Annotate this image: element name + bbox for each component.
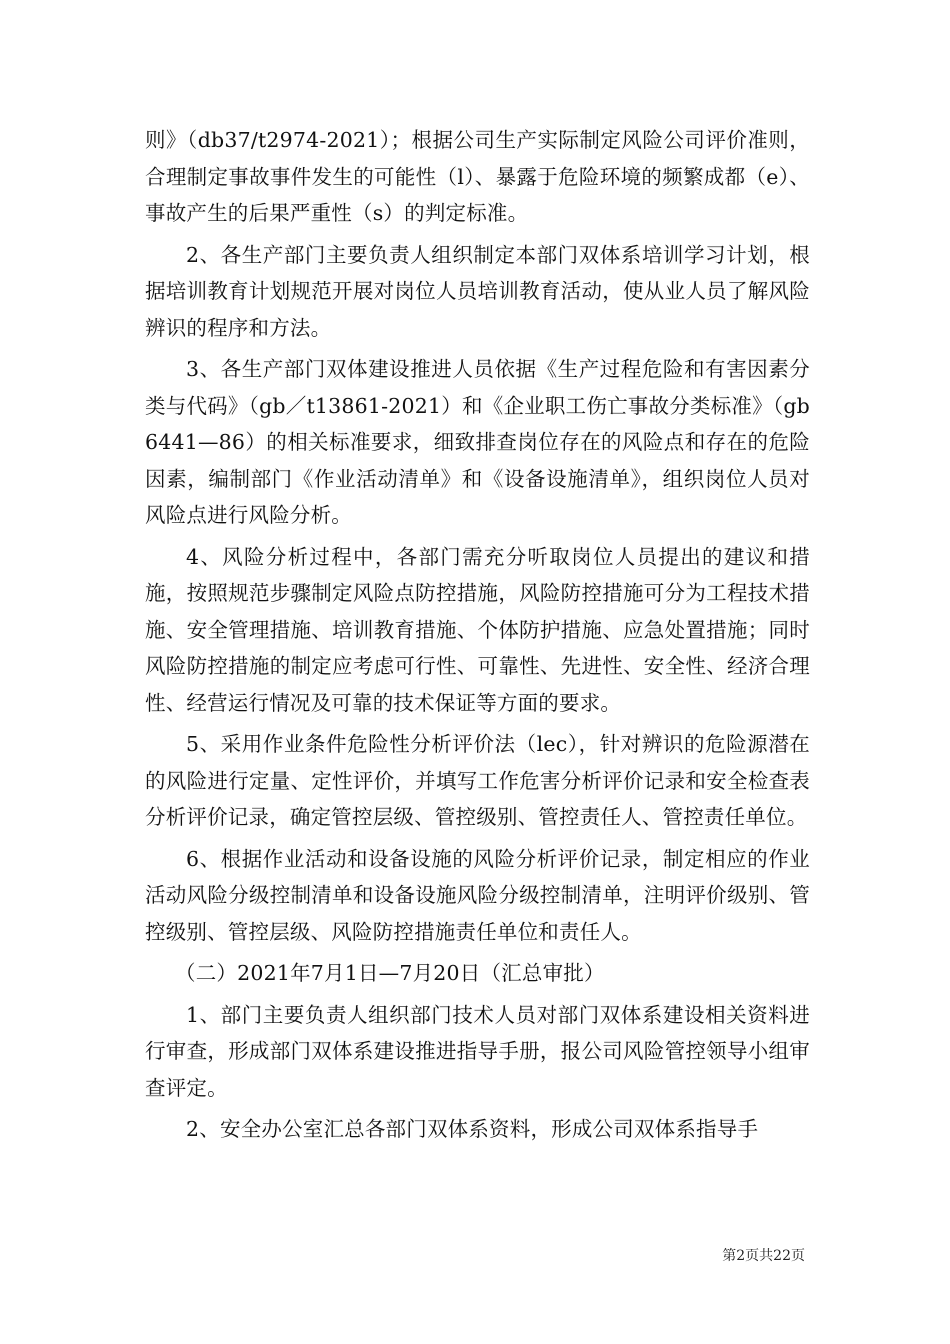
paragraph-sub-item-1: 1、部门主要负责人组织部门技术人员对部门双体系建设相关资料进行审查，形成部门双体系建设推进指导手册，报公司风险管控领导小组审查评定。	[145, 1002, 810, 1100]
paragraph-item-5: 5、采用作业条件危险性分析评价法（lec），针对辨识的危险源潜在的风险进行定量、定性评价，并填写工作危害分析评价记录和安全检查表分析评价记录，确定管控层级、管控级别、管控责任人、管控责任单位。	[145, 732, 810, 829]
document-body	[145, 122, 810, 1148]
paragraph-item-2: 2、各生产部门主要负责人组织制定本部门双体系培训学习计划，根据培训教育计划规范开展对岗位人员培训教育活动，使从业人员了解风险辨识的程序和方法。	[145, 242, 810, 340]
paragraph-continuation: 则》（db37/t2974-2021）；根据公司生产实际制定风险公司评价准则，合理制定事故事件发生的可能性（l）、暴露于危险环境的频繁成都（e）、事故产生的后果严重性（s）的判定标准。	[145, 128, 810, 225]
paragraph-sub-item-2: 2、安全办公室汇总各部门双体系资料，形成公司双体系指导手	[186, 1117, 759, 1141]
section-heading-2: （二）2021年7月1日—7月20日（汇总审批）	[175, 961, 605, 985]
page-number: 第2页共22页	[722, 1248, 805, 1264]
paragraph-item-3: 3、各生产部门双体建设推进人员依据《生产过程危险和有害因素分类与代码》（gb／t13861-2021）和《企业职工伤亡事故分类标准》（gb6441—86）的相关标准要求，细致排查岗位存在的风险点和存在的危险因素，编制部门《作业活动清单》和《设备设施清单》，组织岗位人员对风险点进行风险分析。	[145, 357, 810, 527]
paragraph-item-4: 4、风险分析过程中，各部门需充分听取岗位人员提出的建议和措施，按照规范步骤制定风险点防控措施，风险防控措施可分为工程技术措施、安全管理措施、培训教育措施、个体防护措施、应急处置措施；同时风险防控措施的制定应考虑可行性、可靠性、先进性、安全性、经济合理性、经营运行情况及可靠的技术保证等方面的要求。	[145, 544, 810, 715]
paragraph-item-6: 6、根据作业活动和设备设施的风险分析评价记录，制定相应的作业活动风险分级控制清单和设备设施风险分级控制清单，注明评价级别、管控级别、管控层级、风险防控措施责任单位和责任人。	[145, 846, 810, 944]
